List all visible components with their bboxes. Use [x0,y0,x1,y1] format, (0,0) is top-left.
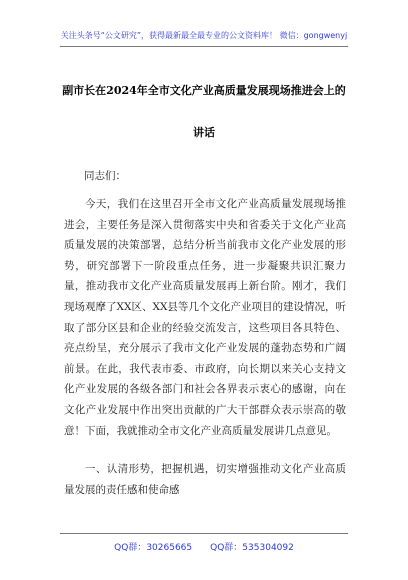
body-paragraph: 今天，我们在这里召开全市文化产业高质量发展现场推进会，主要任务是深入贯彻落实中央和省委关于文化产业高质量发展的决策部署，总结分析当前我市文化产业发展的形势，研究部署下一阶段重点任务，进一步凝聚共识汇聚力量，推动我市文化产业高质量发展再上新台阶。刚才，我们现场观摩了XX区、XX县等几个文化产业项目的建设情况，听取了部分区县和企业的经验交流发言，这些项目各具特色、亮点纷呈，充分展示了我市文化产业发展的蓬勃态势和广阔前景。在此，我代表市委、市政府，向长期以来关心支持文化产业发展的各级各部门和社会各界表示衷心的感谢，向在文化产业发展中作出突出贡献的广大干部群众表示崇高的敬意！下面，我就推动全市文化产业高质量发展讲几点意见。 [64,198,346,437]
document-title-line1: 副市长在2024年全市文化产业高质量发展现场推进会上的 [62,84,346,97]
salutation: 同志们： [84,170,126,182]
footer-qq-group-2: QQ群：535304092 [210,543,294,553]
footer-contact [0,540,408,553]
header-divider [60,46,348,47]
section-heading-1: 一、认清形势，把握机遇，切实增强推动文化产业高质量发展的责任感和使命感 [64,463,346,496]
footer-qq-group-1: QQ群：30265665 [114,543,193,553]
footer-divider [60,533,348,534]
document-title-line2: 讲话 [193,126,215,139]
header-promo-note: 关注头条号“公文研究”，获得最新最全最专业的公文资料库！ 微信：gongwenyj [60,31,348,40]
